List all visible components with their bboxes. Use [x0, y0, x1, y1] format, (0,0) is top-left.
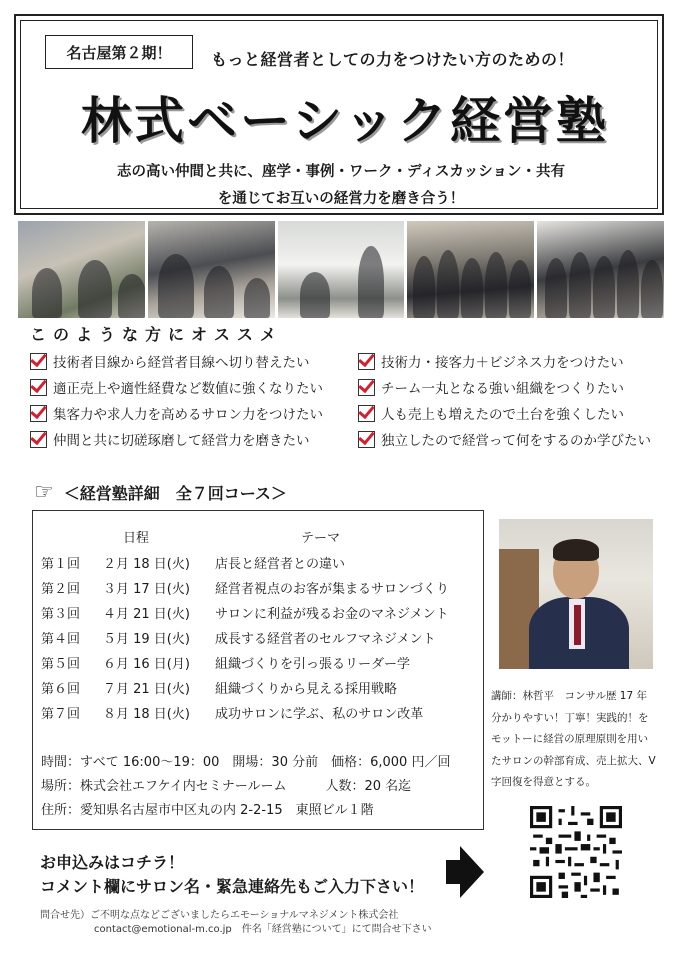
apply-heading: お申込みはコチラ！	[40, 853, 185, 872]
column-header-date: 日程	[123, 531, 150, 546]
schedule-row: 第６回 ７月 21 日(火) 組織づくりから見える採用戦略	[41, 682, 398, 697]
seminar-photo-4	[407, 221, 534, 318]
recommend-item: 集客力や求人力を高めるサロン力をつけたい	[30, 400, 330, 426]
header-inner-border	[20, 20, 658, 209]
instructor-photo	[499, 519, 653, 669]
recommend-item: 技術力・接客力＋ビジネス力をつけたい	[358, 348, 668, 374]
instructor-bio: 講師：林哲平 コンサル歴 17 年 分かりやすい！丁寧！実践的！を モットーに経営の原理原則を用い たサロンの幹部育成、売上拡大、V 字回復を得意とする。	[491, 690, 656, 788]
recommend-item: 人も売上も増えたので土台を強くしたい	[358, 400, 668, 426]
recommend-item: 技術者目線から経営者目線へ切り替えたい	[30, 348, 330, 374]
lead-text	[31, 159, 651, 213]
info-place: 場所：株式会社エフケイ内セミナールーム 人数：20 名迄	[41, 779, 412, 794]
recommend-title: このような方にオススメ	[30, 325, 283, 344]
tagline: もっと経営者としての力をつけたい方のための！	[211, 50, 575, 69]
schedule-row: 第２回 ３月 17 日(火) 経営者視点のお客が集まるサロンづくり	[41, 582, 450, 597]
schedule-row: 第１回 ２月 18 日(火) 店長と経営者との違い	[41, 557, 346, 572]
recommend-item: 適正売上や適性経費など数値に強くなりたい	[30, 374, 330, 400]
seminar-photo-2	[148, 221, 275, 318]
photo-strip	[18, 221, 664, 318]
checkbox-checked-icon	[30, 431, 47, 448]
pointing-hand-icon: ☞	[34, 480, 54, 505]
checkbox-checked-icon	[358, 431, 375, 448]
recommend-item: チーム一丸となる強い組織をつくりたい	[358, 374, 668, 400]
checkbox-checked-icon	[30, 353, 47, 370]
checkbox-checked-icon	[358, 379, 375, 396]
recommend-list-left	[30, 348, 330, 452]
header-box	[14, 14, 664, 215]
apply-instruction: コメント欄にサロン名・緊急連絡先もご入力下さい！	[40, 877, 425, 896]
info-time: 時間：すべて 16:00～19：00 開場：30 分前 価格：6,000 円／回	[41, 755, 451, 770]
schedule-row: 第７回 ８月 18 日(火) 成功サロンに学ぶ、私のサロン改革	[41, 707, 424, 722]
checkbox-checked-icon	[358, 353, 375, 370]
info-address: 住所：愛知県名古屋市中区丸の内 2-2-15 東照ビル１階	[41, 803, 374, 818]
arrow-right-icon	[446, 846, 484, 898]
checkbox-checked-icon	[30, 405, 47, 422]
schedule-row: 第５回 ６月 16 日(月) 組織づくりを引っ張るリーダー学	[41, 657, 411, 672]
recommend-item: 独立したので経営って何をするのか学びたい	[358, 426, 668, 452]
recommend-list-right	[358, 348, 668, 452]
contact-line-2[interactable]: contact@emotional-m.co.jp 件名「経営塾について」にて問合せ下さい	[94, 924, 432, 935]
checkbox-checked-icon	[358, 405, 375, 422]
schedule-row: 第４回 ５月 19 日(火) 成長する経営者のセルフマネジメント	[41, 632, 436, 647]
schedule-box	[32, 510, 484, 830]
seminar-photo-5	[537, 221, 664, 318]
lead-line-1: 志の高い仲間と共に、座学・事例・ワーク・ディスカッション・共有	[117, 164, 565, 180]
lead-line-2: を通じてお互いの経営力を磨き合う！	[217, 191, 465, 207]
seminar-photo-3	[278, 221, 405, 318]
schedule-row: 第３回 ４月 21 日(火) サロンに利益が残るお金のマネジメント	[41, 607, 449, 622]
column-header-theme: テーマ	[301, 531, 341, 546]
recommend-item: 仲間と共に切磋琢磨して経営力を磨きたい	[30, 426, 330, 452]
seminar-photo-1	[18, 221, 145, 318]
course-heading	[34, 480, 287, 505]
checkbox-checked-icon	[30, 379, 47, 396]
course-heading-text: ＜経営塾詳細 全７回コース＞	[63, 484, 287, 503]
page-title: 林式ベーシック経営塾	[81, 92, 609, 150]
edition-badge: 名古屋第２期！	[45, 35, 193, 69]
qr-code-icon[interactable]	[530, 806, 622, 898]
contact-line-1: 問合せ先）ご不明な点などございましたらエモーショナルマネジメント株式会社	[40, 910, 399, 921]
